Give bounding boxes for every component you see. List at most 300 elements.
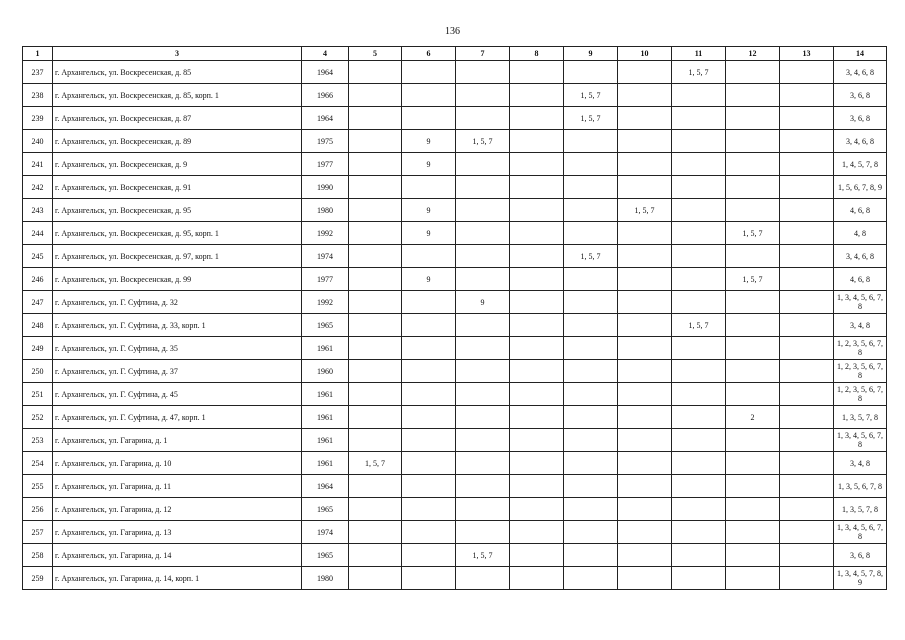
table-cell — [780, 84, 834, 107]
table-cell — [349, 521, 402, 544]
table-cell — [402, 337, 456, 360]
column-header: 6 — [402, 47, 456, 61]
table-cell — [672, 337, 726, 360]
table-cell — [456, 176, 510, 199]
table-cell: 1, 3, 4, 5, 6, 7, 8 — [834, 429, 887, 452]
column-header: 5 — [349, 47, 402, 61]
table-cell — [564, 314, 618, 337]
table-cell — [349, 406, 402, 429]
table-cell — [618, 521, 672, 544]
table-cell — [402, 314, 456, 337]
table-cell — [726, 544, 780, 567]
table-cell — [510, 406, 564, 429]
table-cell — [672, 498, 726, 521]
table-cell: 4, 6, 8 — [834, 268, 887, 291]
row-number-cell: 246 — [23, 268, 53, 291]
address-cell: г. Архангельск, ул. Гагарина, д. 12 — [53, 498, 302, 521]
table-cell — [349, 314, 402, 337]
table-cell — [672, 84, 726, 107]
table-cell: 1, 4, 5, 7, 8 — [834, 153, 887, 176]
table-cell — [780, 130, 834, 153]
table-cell — [780, 222, 834, 245]
table-cell — [564, 521, 618, 544]
table-cell — [618, 337, 672, 360]
address-cell: г. Архангельск, ул. Воскресенская, д. 9 — [53, 153, 302, 176]
table-row — [23, 498, 887, 521]
table-cell: 9 — [402, 199, 456, 222]
table-cell — [672, 291, 726, 314]
column-header: 8 — [510, 47, 564, 61]
address-cell: г. Архангельск, ул. Г. Суфтина, д. 37 — [53, 360, 302, 383]
row-number-cell: 257 — [23, 521, 53, 544]
table-cell — [510, 314, 564, 337]
table-cell — [349, 268, 402, 291]
table-cell — [672, 475, 726, 498]
table-cell: 4, 6, 8 — [834, 199, 887, 222]
table-row — [23, 452, 887, 475]
table-cell — [456, 429, 510, 452]
table-cell — [618, 268, 672, 291]
table-cell: 1977 — [302, 268, 349, 291]
table-cell — [349, 176, 402, 199]
table-cell — [564, 406, 618, 429]
table-cell: 9 — [456, 291, 510, 314]
table-row — [23, 314, 887, 337]
row-number-cell: 251 — [23, 383, 53, 406]
table-cell — [618, 291, 672, 314]
table-cell — [349, 383, 402, 406]
table-cell — [510, 544, 564, 567]
table-cell — [349, 61, 402, 84]
table-cell — [618, 107, 672, 130]
table-cell — [402, 567, 456, 590]
table-cell: 9 — [402, 222, 456, 245]
table-cell — [456, 84, 510, 107]
table-cell — [726, 475, 780, 498]
table-cell — [349, 429, 402, 452]
table-cell — [349, 245, 402, 268]
table-cell — [349, 475, 402, 498]
table-cell — [672, 199, 726, 222]
table-cell — [780, 107, 834, 130]
table-cell — [349, 337, 402, 360]
table-cell — [456, 337, 510, 360]
table-cell — [456, 222, 510, 245]
table-cell: 1964 — [302, 61, 349, 84]
table-cell — [456, 245, 510, 268]
table-cell — [564, 452, 618, 475]
table-cell — [510, 337, 564, 360]
table-cell — [564, 153, 618, 176]
table-cell — [510, 61, 564, 84]
table-cell — [402, 452, 456, 475]
table-cell — [726, 291, 780, 314]
table-cell — [780, 245, 834, 268]
table-cell: 1, 5, 7 — [672, 61, 726, 84]
table-cell: 1965 — [302, 314, 349, 337]
table-cell — [510, 291, 564, 314]
table-cell — [726, 521, 780, 544]
table-cell: 1, 5, 7 — [672, 314, 726, 337]
address-cell: г. Архангельск, ул. Г. Суфтина, д. 35 — [53, 337, 302, 360]
address-cell: г. Архангельск, ул. Г. Суфтина, д. 33, корп. 1 — [53, 314, 302, 337]
table-cell: 1, 5, 7 — [456, 544, 510, 567]
table-cell — [726, 498, 780, 521]
table-cell — [726, 337, 780, 360]
table-cell — [618, 544, 672, 567]
table-cell: 9 — [402, 130, 456, 153]
table-cell: 1, 5, 7 — [564, 245, 618, 268]
table-cell — [618, 475, 672, 498]
address-cell: г. Архангельск, ул. Гагарина, д. 14, корп. 1 — [53, 567, 302, 590]
column-header: 1 — [23, 47, 53, 61]
table-cell: 1, 3, 5, 6, 7, 8 — [834, 475, 887, 498]
address-cell: г. Архангельск, ул. Воскресенская, д. 85 — [53, 61, 302, 84]
table-header — [23, 47, 887, 61]
table-cell — [618, 153, 672, 176]
table-row — [23, 199, 887, 222]
table-cell — [456, 61, 510, 84]
header-row — [23, 47, 887, 61]
address-cell: г. Архангельск, ул. Воскресенская, д. 87 — [53, 107, 302, 130]
table-cell — [618, 222, 672, 245]
row-number-cell: 253 — [23, 429, 53, 452]
table-cell — [564, 360, 618, 383]
table-cell: 1992 — [302, 291, 349, 314]
table-cell — [510, 222, 564, 245]
table-cell — [564, 544, 618, 567]
table-cell — [672, 360, 726, 383]
table-cell — [780, 314, 834, 337]
column-header: 4 — [302, 47, 349, 61]
table-cell: 1960 — [302, 360, 349, 383]
row-number-cell: 252 — [23, 406, 53, 429]
table-cell — [618, 498, 672, 521]
table-cell: 1992 — [302, 222, 349, 245]
table-cell — [780, 199, 834, 222]
table-row — [23, 360, 887, 383]
table-cell — [726, 176, 780, 199]
table-cell — [510, 360, 564, 383]
table-cell: 1990 — [302, 176, 349, 199]
table-cell — [402, 291, 456, 314]
table-cell — [672, 176, 726, 199]
table-cell: 1975 — [302, 130, 349, 153]
table-cell: 3, 6, 8 — [834, 84, 887, 107]
table-cell — [618, 360, 672, 383]
table-cell — [456, 360, 510, 383]
row-number-cell: 258 — [23, 544, 53, 567]
table-cell — [672, 383, 726, 406]
table-cell — [402, 521, 456, 544]
table-cell: 3, 4, 8 — [834, 314, 887, 337]
table-cell — [349, 84, 402, 107]
table-cell — [510, 176, 564, 199]
address-cell: г. Архангельск, ул. Воскресенская, д. 95 — [53, 199, 302, 222]
table-cell — [349, 360, 402, 383]
table-cell — [780, 498, 834, 521]
address-cell: г. Архангельск, ул. Гагарина, д. 14 — [53, 544, 302, 567]
table-cell — [618, 567, 672, 590]
table-cell — [510, 475, 564, 498]
address-cell: г. Архангельск, ул. Гагарина, д. 13 — [53, 521, 302, 544]
table-cell — [564, 222, 618, 245]
table-cell — [672, 406, 726, 429]
table-cell — [456, 199, 510, 222]
table-cell — [402, 84, 456, 107]
table-cell — [672, 222, 726, 245]
table-cell — [510, 199, 564, 222]
address-cell: г. Архангельск, ул. Г. Суфтина, д. 47, корп. 1 — [53, 406, 302, 429]
table-cell — [726, 314, 780, 337]
table-row — [23, 61, 887, 84]
table-cell: 3, 4, 6, 8 — [834, 245, 887, 268]
table-cell — [726, 153, 780, 176]
table-cell: 9 — [402, 268, 456, 291]
table-cell: 1, 3, 4, 5, 6, 7, 8 — [834, 291, 887, 314]
row-number-cell: 241 — [23, 153, 53, 176]
row-number-cell: 242 — [23, 176, 53, 199]
table-cell — [510, 245, 564, 268]
address-cell: г. Архангельск, ул. Воскресенская, д. 99 — [53, 268, 302, 291]
table-cell — [672, 521, 726, 544]
table-cell — [780, 429, 834, 452]
table-cell — [564, 498, 618, 521]
table-cell: 1977 — [302, 153, 349, 176]
table-cell: 1964 — [302, 475, 349, 498]
table-cell — [402, 475, 456, 498]
table-cell — [456, 498, 510, 521]
table-cell — [402, 429, 456, 452]
table-cell — [402, 406, 456, 429]
row-number-cell: 250 — [23, 360, 53, 383]
table-cell: 1961 — [302, 406, 349, 429]
table-cell — [618, 61, 672, 84]
table-cell — [510, 567, 564, 590]
table-cell — [456, 521, 510, 544]
table-cell: 1, 5, 7 — [349, 452, 402, 475]
table-cell: 2 — [726, 406, 780, 429]
row-number-cell: 255 — [23, 475, 53, 498]
address-cell: г. Архангельск, ул. Воскресенская, д. 89 — [53, 130, 302, 153]
row-number-cell: 245 — [23, 245, 53, 268]
table-cell — [780, 291, 834, 314]
table-cell — [510, 153, 564, 176]
address-cell: г. Архангельск, ул. Г. Суфтина, д. 32 — [53, 291, 302, 314]
row-number-cell: 247 — [23, 291, 53, 314]
column-header: 10 — [618, 47, 672, 61]
table-cell — [564, 337, 618, 360]
table-cell — [618, 245, 672, 268]
table-cell — [780, 567, 834, 590]
table-cell — [349, 153, 402, 176]
row-number-cell: 244 — [23, 222, 53, 245]
row-number-cell: 254 — [23, 452, 53, 475]
table-cell: 1961 — [302, 383, 349, 406]
table-cell — [618, 452, 672, 475]
table-cell: 1961 — [302, 429, 349, 452]
table-cell — [780, 521, 834, 544]
table-cell — [349, 291, 402, 314]
table-cell — [402, 383, 456, 406]
table-cell — [780, 475, 834, 498]
table-cell: 1, 2, 3, 5, 6, 7, 8 — [834, 337, 887, 360]
table-cell — [349, 544, 402, 567]
column-header: 7 — [456, 47, 510, 61]
table-cell — [618, 176, 672, 199]
table-cell — [510, 429, 564, 452]
table-cell — [780, 360, 834, 383]
table-cell: 3, 4, 6, 8 — [834, 61, 887, 84]
table-cell — [510, 268, 564, 291]
table-cell: 1, 5, 7 — [564, 84, 618, 107]
table-row — [23, 176, 887, 199]
address-cell: г. Архангельск, ул. Воскресенская, д. 95, корп. 1 — [53, 222, 302, 245]
table-cell — [780, 383, 834, 406]
table-cell — [618, 383, 672, 406]
row-number-cell: 238 — [23, 84, 53, 107]
column-header: 9 — [564, 47, 618, 61]
address-cell: г. Архангельск, ул. Гагарина, д. 10 — [53, 452, 302, 475]
address-cell: г. Архангельск, ул. Воскресенская, д. 97, корп. 1 — [53, 245, 302, 268]
table-cell — [564, 291, 618, 314]
table-cell — [618, 314, 672, 337]
table-cell — [672, 544, 726, 567]
table-cell — [726, 429, 780, 452]
row-number-cell: 249 — [23, 337, 53, 360]
table-row — [23, 544, 887, 567]
table-cell — [510, 84, 564, 107]
row-number-cell: 259 — [23, 567, 53, 590]
table-cell: 1965 — [302, 498, 349, 521]
table-cell — [456, 567, 510, 590]
table-cell: 1, 3, 5, 7, 8 — [834, 498, 887, 521]
table-cell — [564, 475, 618, 498]
table-cell — [780, 268, 834, 291]
table-cell — [456, 314, 510, 337]
table-cell — [510, 498, 564, 521]
table-row — [23, 567, 887, 590]
table-cell: 1974 — [302, 245, 349, 268]
column-header: 3 — [53, 47, 302, 61]
table-cell — [672, 452, 726, 475]
table-cell — [456, 383, 510, 406]
table-cell — [672, 153, 726, 176]
table-cell — [726, 84, 780, 107]
table-cell — [672, 567, 726, 590]
row-number-cell: 248 — [23, 314, 53, 337]
table-cell: 1, 3, 5, 7, 8 — [834, 406, 887, 429]
table-cell — [672, 429, 726, 452]
table-cell: 1, 5, 7 — [726, 268, 780, 291]
table-cell — [564, 130, 618, 153]
building-register-table — [22, 46, 887, 590]
table-cell — [402, 498, 456, 521]
row-number-cell: 256 — [23, 498, 53, 521]
table-cell — [456, 406, 510, 429]
table-cell — [780, 153, 834, 176]
table-cell — [349, 222, 402, 245]
table-cell — [510, 383, 564, 406]
table-cell — [672, 107, 726, 130]
table-cell — [780, 452, 834, 475]
table-row — [23, 521, 887, 544]
table-cell: 1965 — [302, 544, 349, 567]
table-row — [23, 291, 887, 314]
table-cell — [510, 452, 564, 475]
column-header: 13 — [780, 47, 834, 61]
table-cell: 1, 3, 4, 5, 7, 8, 9 — [834, 567, 887, 590]
table-cell — [726, 61, 780, 84]
table-cell: 4, 8 — [834, 222, 887, 245]
table-row — [23, 406, 887, 429]
table-row — [23, 429, 887, 452]
table-cell — [402, 544, 456, 567]
table-cell: 1, 5, 7 — [456, 130, 510, 153]
table-cell: 1961 — [302, 337, 349, 360]
table-cell — [402, 61, 456, 84]
table-cell — [618, 84, 672, 107]
table-row — [23, 475, 887, 498]
table-cell: 1, 5, 7 — [564, 107, 618, 130]
table-cell — [402, 107, 456, 130]
table-row — [23, 130, 887, 153]
table-cell — [618, 429, 672, 452]
table-cell: 1, 3, 4, 5, 6, 7, 8 — [834, 521, 887, 544]
table-cell — [349, 130, 402, 153]
table-cell: 9 — [402, 153, 456, 176]
table-row — [23, 268, 887, 291]
table-cell — [349, 199, 402, 222]
table-cell: 1, 5, 7 — [618, 199, 672, 222]
table-cell: 3, 6, 8 — [834, 544, 887, 567]
table-row — [23, 337, 887, 360]
table-cell: 3, 6, 8 — [834, 107, 887, 130]
table-cell — [780, 406, 834, 429]
table-cell — [780, 176, 834, 199]
table-cell — [564, 61, 618, 84]
table-cell — [726, 107, 780, 130]
table-cell — [456, 475, 510, 498]
table-cell — [564, 383, 618, 406]
table-cell — [349, 498, 402, 521]
table-cell — [456, 107, 510, 130]
address-cell: г. Архангельск, ул. Гагарина, д. 1 — [53, 429, 302, 452]
table-cell — [726, 452, 780, 475]
page-number: 136 — [445, 26, 460, 37]
table-cell — [402, 245, 456, 268]
table-cell — [726, 130, 780, 153]
table-cell — [780, 544, 834, 567]
address-cell: г. Архангельск, ул. Гагарина, д. 11 — [53, 475, 302, 498]
table-cell — [726, 199, 780, 222]
table-cell — [672, 130, 726, 153]
table-cell — [780, 337, 834, 360]
address-cell: г. Архангельск, ул. Г. Суфтина, д. 45 — [53, 383, 302, 406]
table-cell — [456, 452, 510, 475]
table-cell — [564, 429, 618, 452]
table-cell — [456, 268, 510, 291]
table-cell: 3, 4, 6, 8 — [834, 130, 887, 153]
table-cell — [726, 245, 780, 268]
table-cell — [672, 268, 726, 291]
table-body — [23, 61, 887, 590]
table-row — [23, 383, 887, 406]
table-cell — [618, 406, 672, 429]
table-row — [23, 153, 887, 176]
table-cell — [564, 268, 618, 291]
address-cell: г. Архангельск, ул. Воскресенская, д. 85, корп. 1 — [53, 84, 302, 107]
